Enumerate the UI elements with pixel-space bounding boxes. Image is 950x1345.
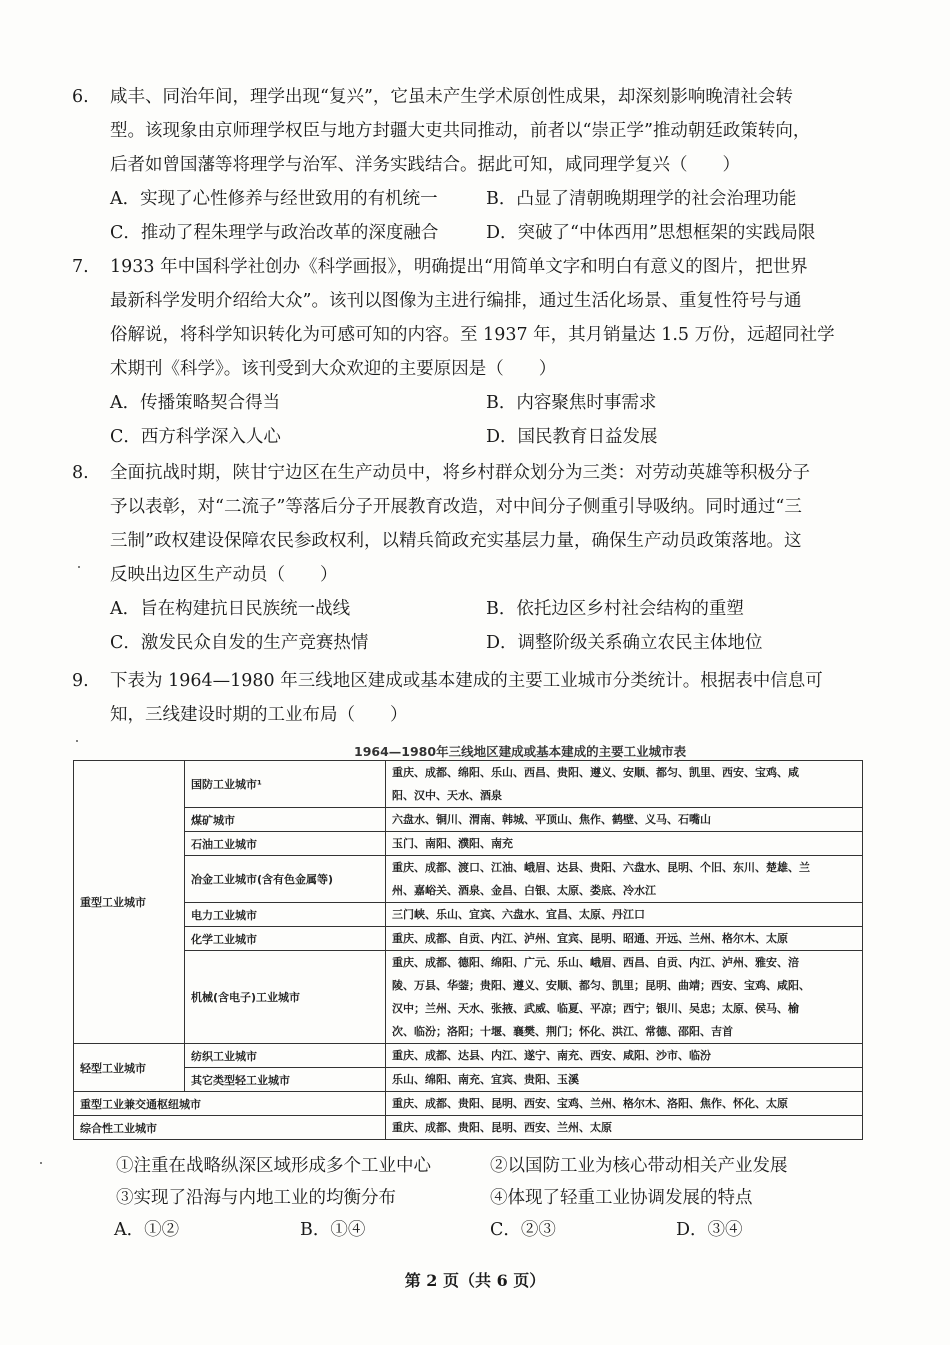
question-text-line: 三制”政权建设保障农民参政权利，以精兵简政充实基层力量，确保生产动员政策落地。这	[110, 531, 802, 551]
cities-line: 陵、万县、华蓥；贵阳、遵义、安顺、都匀、凯里；昆明、曲靖；西安、宝鸡、咸阳、	[392, 979, 810, 992]
question-number: 8.	[72, 463, 89, 483]
row-cities	[386, 808, 863, 832]
question-number: 7.	[72, 257, 89, 277]
table-row	[74, 951, 863, 1044]
row-cities	[386, 903, 863, 927]
row-cities	[386, 832, 863, 856]
table-row	[74, 856, 863, 903]
scan-speck	[40, 1162, 42, 1164]
question-text-line: 反映出边区生产动员（ ）	[110, 565, 338, 585]
row-type: 国防工业城市¹	[185, 761, 386, 808]
option-c[interactable]: C．西方科学深入人心	[110, 427, 281, 447]
row-type: 机械(含电子)工业城市	[185, 951, 386, 1044]
question-6	[72, 80, 872, 250]
category-heavy: 重型工业城市	[74, 761, 185, 1044]
row-cities	[386, 951, 863, 1044]
cities-line: 重庆、成都、自贡、内江、泸州、宜宾、昆明、昭通、开远、兰州、格尔木、太原	[392, 932, 788, 945]
cities-line: 玉门、南阳、濮阳、南充	[392, 837, 513, 850]
answer-choices	[110, 1214, 870, 1246]
cities-line: 重庆、成都、绵阳、乐山、西昌、贵阳、遵义、安顺、都匀、凯里、西安、宝鸡、咸	[392, 766, 799, 779]
cities-line: 重庆、成都、贵阳、昆明、西安、兰州、太原	[392, 1121, 612, 1134]
row-cities	[386, 1068, 863, 1092]
table-row	[74, 832, 863, 856]
statement-1: ①注重在战略纵深区域形成多个工业中心	[116, 1156, 431, 1176]
cities-line: 汉中；兰州、天水、张掖、武威、临夏、平凉；西宁；银川、吴忠；太原、侯马、榆	[392, 1002, 799, 1015]
option-d[interactable]: D．国民教育日益发展	[486, 427, 658, 447]
row-type: 化学工业城市	[185, 927, 386, 951]
cities-line: 重庆、成都、达县、内江、遂宁、南充、西安、咸阳、沙市、临汾	[392, 1049, 711, 1062]
question-9	[72, 664, 872, 732]
question-text-line: 1933 年中国科学社创办《科学画报》，明确提出“用简单文字和明白有意义的图片，把世界	[110, 257, 808, 277]
cities-line: 三门峡、乐山、宜宾、六盘水、宜昌、太原、丹江口	[392, 908, 645, 921]
cities-line: 六盘水、铜川、渭南、韩城、平顶山、焦作、鹤壁、义马、石嘴山	[392, 813, 711, 826]
table-row	[74, 1092, 863, 1116]
row-type: 综合性工业城市	[74, 1116, 386, 1140]
question-text-line: 予以表彰，对“二流子”等落后分子开展教育改造，对中间分子侧重引导吸纳。同时通过“三	[110, 497, 802, 517]
option-d[interactable]: D．调整阶级关系确立农民主体地位	[486, 633, 763, 653]
row-type: 冶金工业城市(含有色金属等)	[185, 856, 386, 903]
option-row	[72, 626, 872, 660]
row-cities	[386, 927, 863, 951]
option-a[interactable]: A．实现了心性修养与经世致用的有机统一	[110, 189, 438, 209]
row-cities	[386, 761, 863, 808]
question-text-line: 全面抗战时期，陕甘宁边区在生产动员中，将乡村群众划分为三类：对劳动英雄等积极分子	[110, 463, 810, 483]
table-row	[74, 903, 863, 927]
question-text-line: 术期刊《科学》。该刊受到大众欢迎的主要原因是（ ）	[110, 359, 557, 379]
option-a[interactable]: A．旨在构建抗日民族统一战线	[110, 599, 351, 619]
statement-3: ③实现了沿海与内地工业的均衡分布	[116, 1188, 396, 1208]
page-footer: 第 2 页（共 6 页）	[404, 1271, 546, 1290]
table-row	[74, 1044, 863, 1068]
cities-line: 州、嘉峪关、酒泉、金昌、白银、太原、娄底、冷水江	[392, 884, 656, 897]
scan-speck	[78, 566, 80, 568]
table-title: 1964—1980年三线地区建成或基本建成的主要工业城市表	[354, 744, 687, 759]
option-d[interactable]: D．突破了“中体西用”思想框架的实践局限	[486, 223, 816, 243]
cities-line: 阳、汉中、天水、酒泉	[392, 789, 502, 802]
question-text-line: 最新科学发明介绍给大众”。该刊以图像为主进行编排，通过生活化场景、重复性符号与通	[110, 291, 802, 311]
option-c[interactable]: C．激发民众自发的生产竞赛热情	[110, 633, 369, 653]
question-number: 9.	[72, 671, 89, 691]
option-b[interactable]: B．凸显了清朝晚期理学的社会治理功能	[486, 189, 797, 209]
category-light: 轻型工业城市	[74, 1044, 185, 1092]
answer-d[interactable]: D．③④	[676, 1220, 743, 1240]
question-text-line: 知，三线建设时期的工业布局（ ）	[110, 705, 408, 725]
row-type: 其它类型轻工业城市	[185, 1068, 386, 1092]
question-text-line: 咸丰、同治年间，理学出现“复兴”，它虽未产生学术原创性成果，却深刻影响晚清社会转	[110, 87, 793, 107]
table-row	[74, 1116, 863, 1140]
question-7	[72, 250, 872, 454]
option-b[interactable]: B．依托边区乡村社会结构的重塑	[486, 599, 744, 619]
answer-c[interactable]: C．②③	[490, 1220, 556, 1240]
question-text-line: 后者如曾国藩等将理学与治军、洋务实践结合。据此可知，咸同理学复兴（ ）	[110, 155, 740, 175]
table-row	[74, 1068, 863, 1092]
row-type: 纺织工业城市	[185, 1044, 386, 1068]
cities-line: 乐山、绵阳、南充、宜宾、贵阳、玉溪	[392, 1073, 579, 1086]
option-c[interactable]: C．推动了程朱理学与政治改革的深度融合	[110, 223, 439, 243]
cities-line: 重庆、成都、德阳、绵阳、广元、乐山、峨眉、西昌、自贡、内江、泸州、雅安、涪	[392, 956, 799, 969]
option-b[interactable]: B．内容聚焦时事需求	[486, 393, 657, 413]
option-a[interactable]: A．传播策略契合得当	[110, 393, 281, 413]
statement-2: ②以国防工业为核心带动相关产业发展	[490, 1156, 788, 1176]
row-type: 重型工业兼交通枢纽城市	[74, 1092, 386, 1116]
option-row	[72, 386, 872, 420]
question-text-line: 型。该现象由京师理学权臣与地方封疆大吏共同推动，前者以“崇正学”推动朝廷政策转向，	[110, 121, 811, 141]
table-row	[74, 808, 863, 832]
industrial-cities-table	[73, 760, 863, 1140]
table-row	[74, 927, 863, 951]
row-type: 石油工业城市	[185, 832, 386, 856]
question-8	[72, 456, 872, 660]
row-cities	[386, 1116, 863, 1140]
statements	[110, 1150, 870, 1214]
cities-line: 重庆、成都、贵阳、昆明、西安、宝鸡、兰州、格尔木、洛阳、焦作、怀化、太原	[392, 1097, 788, 1110]
scan-speck	[76, 740, 78, 742]
row-cities	[386, 1044, 863, 1068]
answer-a[interactable]: A．①②	[114, 1220, 180, 1240]
option-row	[72, 216, 872, 250]
statement-4: ④体现了轻重工业协调发展的特点	[490, 1188, 753, 1208]
option-row	[72, 420, 872, 454]
option-row	[72, 592, 872, 626]
row-type: 电力工业城市	[185, 903, 386, 927]
row-cities	[386, 1092, 863, 1116]
row-cities	[386, 856, 863, 903]
cities-line: 次、临汾；洛阳；十堰、襄樊、荆门；怀化、洪江、常德、邵阳、吉首	[392, 1025, 733, 1038]
table-row	[74, 761, 863, 808]
answer-b[interactable]: B．①④	[300, 1220, 366, 1240]
cities-line: 重庆、成都、渡口、江油、峨眉、达县、贵阳、六盘水、昆明、个旧、东川、楚雄、兰	[392, 861, 810, 874]
question-text-line: 下表为 1964—1980 年三线地区建成或基本建成的主要工业城市分类统计。根据表中信息可	[110, 671, 823, 691]
row-type: 煤矿城市	[185, 808, 386, 832]
question-number: 6.	[72, 87, 89, 107]
question-text-line: 俗解说，将科学知识转化为可感可知的内容。至 1937 年，其月销量达 1.5 万份，远超同社学	[110, 325, 835, 345]
option-row	[72, 182, 872, 216]
